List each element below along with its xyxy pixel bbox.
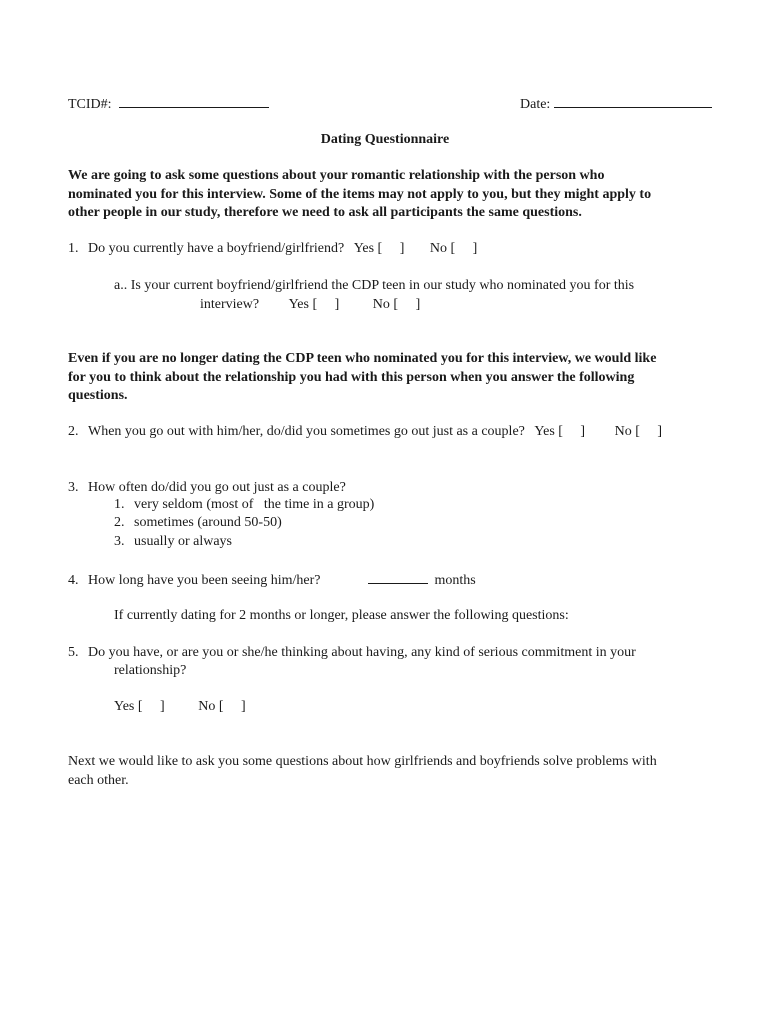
yes-checkbox[interactable]: Yes [ ] xyxy=(114,699,165,714)
date-field[interactable] xyxy=(554,94,712,108)
tcid-label: TCID#: xyxy=(68,97,112,112)
question-4-note: If currently dating for 2 months or longer, please answer the following questions: xyxy=(114,608,569,623)
question-2 xyxy=(68,423,662,441)
option-label: usually or always xyxy=(134,534,232,549)
intro-line: other people in our study, therefore we need to ask all participants the same questions. xyxy=(68,205,582,220)
yes-checkbox[interactable]: Yes [ ] xyxy=(288,297,340,312)
question-text: Do you currently have a boyfriend/girlfriend? xyxy=(88,241,345,256)
question-number: 5. xyxy=(68,645,79,660)
option-2[interactable] xyxy=(114,514,282,532)
notice-paragraph xyxy=(68,350,656,406)
question-4 xyxy=(68,570,476,590)
option-label: very seldom (most of the time in a group) xyxy=(134,497,375,512)
no-checkbox[interactable]: No [ ] xyxy=(429,241,478,256)
no-checkbox[interactable]: No [ ] xyxy=(614,424,663,439)
yes-checkbox[interactable]: Yes [ ] xyxy=(534,424,586,439)
months-unit: months xyxy=(434,573,476,588)
tcid-row xyxy=(68,94,269,114)
option-number: 1. xyxy=(114,497,125,512)
question-number: 2. xyxy=(68,424,79,439)
option-label: sometimes (around 50-50) xyxy=(134,515,282,530)
notice-line: for you to think about the relationship you had with this person when you answer the following xyxy=(68,369,635,385)
question-number: 1. xyxy=(68,241,79,256)
question-5-line2: relationship? xyxy=(114,663,187,678)
yes-checkbox[interactable]: Yes [ ] xyxy=(353,241,405,256)
question-text: How often do/did you go out just as a couple? xyxy=(88,480,346,495)
question-1a-line2 xyxy=(200,296,420,314)
question-text: When you go out with him/her, do/did you sometimes go out just as a couple? xyxy=(88,424,525,439)
months-field[interactable] xyxy=(368,570,428,584)
option-1[interactable] xyxy=(114,496,374,514)
question-1 xyxy=(68,240,477,258)
intro-line: nominated you for this interview. Some of the items may not apply to you, but they might apply to xyxy=(68,186,652,202)
no-checkbox[interactable]: No [ ] xyxy=(198,699,246,714)
notice-line: questions. xyxy=(68,388,128,403)
notice-line: Even if you are no longer dating the CDP teen who nominated you for this interview, we would like xyxy=(68,351,657,366)
question-text: How long have you been seeing him/her? xyxy=(88,573,321,588)
question-text: Do you have, or are you or she/he thinking about having, any kind of serious commitment in your xyxy=(88,645,636,660)
tcid-field[interactable] xyxy=(119,94,269,108)
date-label: Date: xyxy=(520,97,551,112)
question-1a-line1: a.. Is your current boyfriend/girlfriend the CDP teen in our study who nominated you for this xyxy=(114,278,635,293)
question-number: 3. xyxy=(68,480,79,495)
question-number: 4. xyxy=(68,573,79,588)
closing-line: Next we would like to ask you some questions about how girlfriends and boyfriends solve problems with xyxy=(68,754,657,769)
page-title: Dating Questionnaire xyxy=(320,132,450,147)
date-row xyxy=(520,94,712,114)
option-3[interactable] xyxy=(114,533,232,551)
closing-paragraph xyxy=(68,753,657,790)
intro-line: We are going to ask some questions about your romantic relationship with the person who xyxy=(68,168,605,183)
question-5-answers xyxy=(114,698,246,716)
option-number: 2. xyxy=(114,515,125,530)
intro-paragraph xyxy=(68,167,651,223)
closing-line: each other. xyxy=(68,772,129,788)
no-checkbox[interactable]: No [ ] xyxy=(372,297,421,312)
question-5 xyxy=(68,644,636,662)
option-number: 3. xyxy=(114,534,125,549)
question-3 xyxy=(68,479,346,497)
question-text: interview? xyxy=(200,297,260,312)
